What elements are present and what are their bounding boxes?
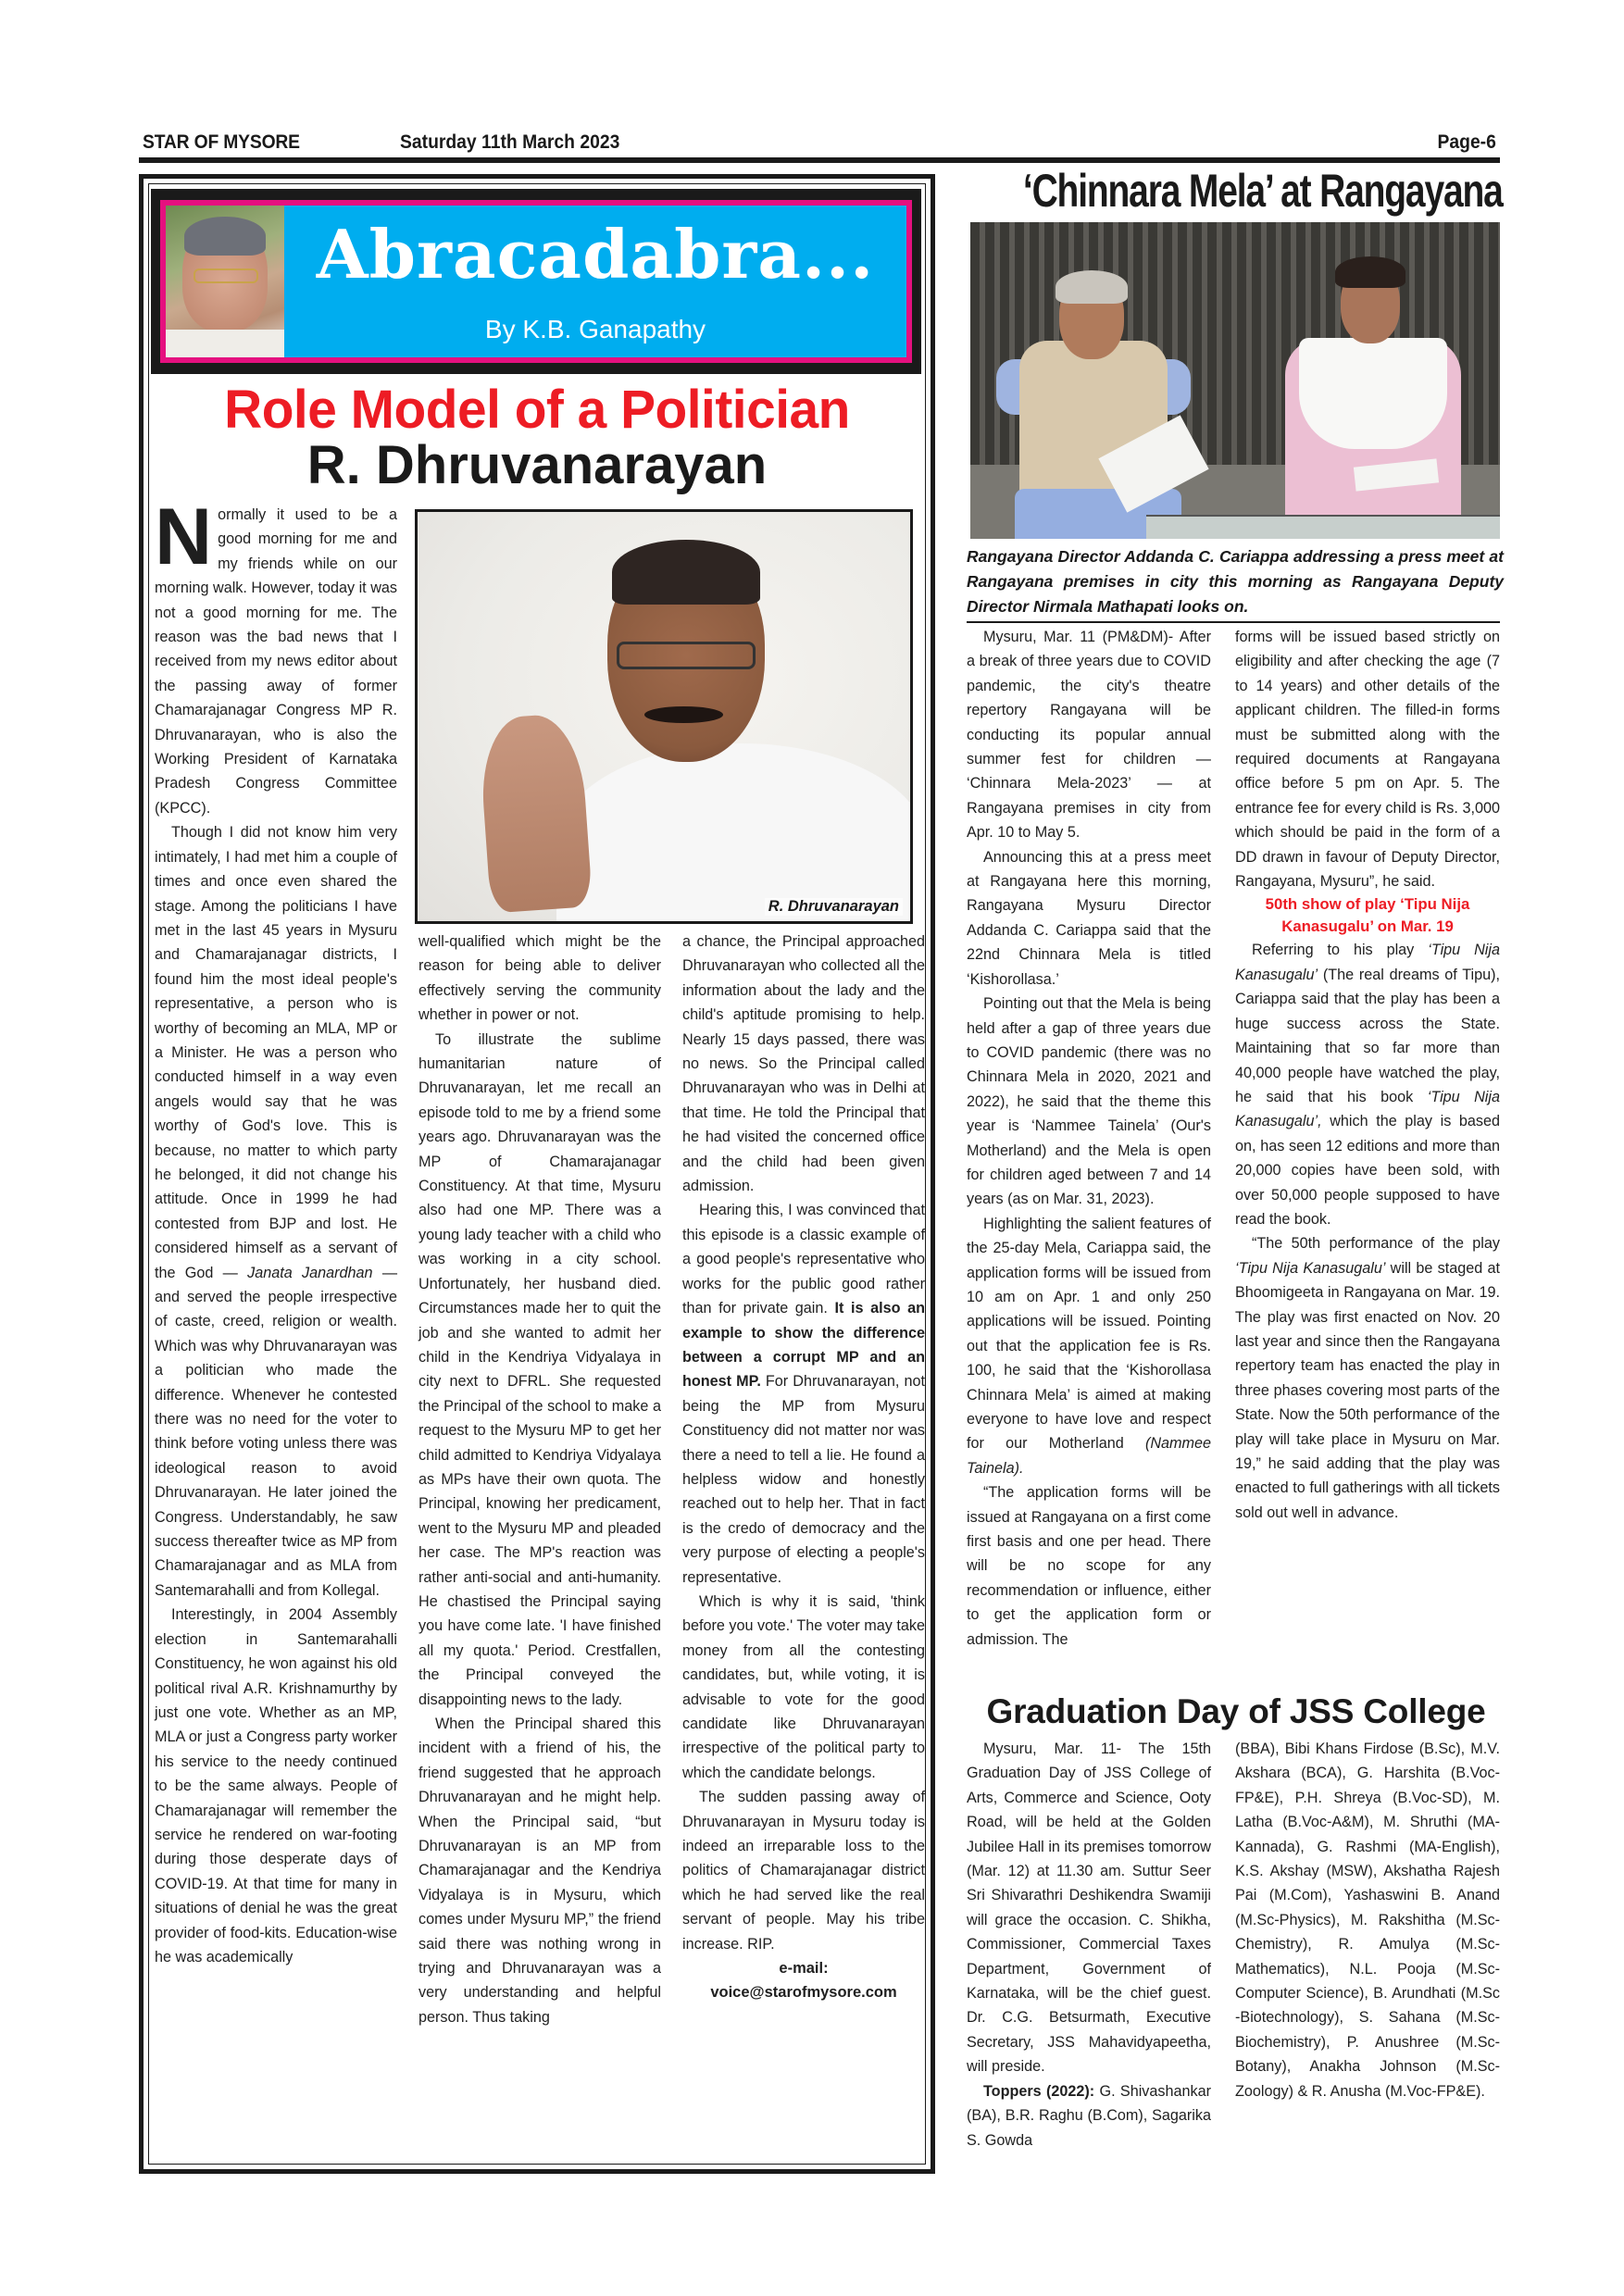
paragraph: When the Principal shared this incident with a friend of his, the friend suggested that he approach Dhruvanarayan and he might help. When the Principal said, “but Dhruvanarayan is an MP from Chamarajanagar and the Kendriya Vidyalaya is in Mysuru, which comes under Mysuru MP,” the friend said there was nothing wrong in trying and Dhruvanarayan was a very understanding and helpful person. Thus taking [418,1716,661,2026]
press-photo-caption: Rangayana Director Addanda C. Cariappa addressing a press meet at Rangayana premises in city this morning as Rangayana Deputy Director Nirmala Mathapati looks on. [967,547,1504,616]
paragraph: The sudden passing away of Dhruvanarayan in Mysuru today is indeed an irreparable loss to the politics of Chamarajanagar district which he had served like the real servant of people. May his tribe increase. RIP. [682,1789,925,1953]
page-header [139,130,1500,157]
article-headline: Role Model of a Politician [224,380,850,440]
chinnara-column-1 [967,625,1211,1652]
header-rule [139,157,1500,163]
article-subheadline: R. Dhruvanarayan [306,435,768,495]
paragraph: (BBA), Bibi Khans Firdose (B.Sc), M.V. Akshara (BCA), G. Harshita (B.Voc-FP&E), P.H. Shreya (B.Voc-SD), M. Latha (B.Voc-A&M), M. Shruthi (MA-Kannada), G. Rashmi (MA-English), K.S. Akshay (MSW), Akshatha Rajesh Pai (M.Com), Yashaswini B. Anand (M.Sc-Physics), M. Rakshitha (M.Sc-Chemistry), R. Amulya (M.Sc-Mathematics), N.L. Pooja (M.Sc-Computer Science), B. Arundhati (M.Sc -Biotechnology), S. Sahana (M.Sc-Biochemistry), P. Anushree (M.Sc-Botany), Anakha Johnson (M.Sc-Zoology) & R. Anusha (M.Voc-FP&E). [1235,1741,1500,2100]
press-meet-photo [970,222,1500,539]
masthead-pink-border [160,200,912,363]
page-number: Page-6 [1437,131,1496,153]
paragraph: “The application forms will be issued at Rangayana on a first come first basis and one per head. There will be no scope for any recommendation or influence, either to get the application form or admission. The [967,1484,1211,1648]
masthead-banner [284,206,906,357]
article-column-3 [682,930,925,2004]
publication-name: STAR OF MYSORE [143,131,300,153]
paragraph: Mysuru, Mar. 11 (PM&DM)- After a break of three years due to COVID pandemic, the city's theatre repertory Rangayana will be conducting its popular annual summer fest for children — ‘Chinnara Mela-2023’ — at Rangayana premises in city from Apr. 10 to May 5. [967,629,1211,842]
paragraph: To illustrate the sublime humanitarian nature of Dhruvanarayan, let me recall an episode told to me by a friend some years ago. Dhruvanarayan was the MP of Chamarajanagar Constituency. At that time, Mysuru also had one MP. There was a young lady teacher with a child who was working in a city school. Unfortunately, her husband died. Circumstances made her to quit the job and she wanted to admit her child in the Kendriya Vidyalaya in city next to DFRL. She requested the Principal of the school to make a request to the Mysuru MP to get her child admitted to Kendriya Vidyalaya as MPs have their own quota. The Principal, knowing her predicament, went to the Mysuru MP and pleaded her case. The MP's reaction was rather anti-social and anti-humanity. He chastised the Principal saying you have come late. 'I have finished all my quota.' Period. Crestfallen, the Principal conveyed the disappointing news to the lady. [418,1030,661,1708]
graduation-column-2 [1235,1737,1500,2103]
paragraph: Toppers (2022): G. Shivashankar (BA), B.R. Raghu (B.Com), Sagarika S. Gowda [967,2082,1211,2149]
chinnara-column-2 [1235,625,1500,1525]
dhruvanarayan-photo [415,509,913,924]
paragraph: forms will be issued based strictly on eligibility and after checking the age (7 to 14 years) and other details of the applicant children. The filled-in forms must be submitted along with the required documents at Rangayana office before 5 pm on Apr. 5. The entrance fee for every child is Rs. 3,000 which should be paid in the form of a DD drawn in favour of Deputy Director, Rangayana, Mysuru”, he said. [1235,629,1500,891]
article-column-2 [418,930,661,2029]
paragraph: Though I did not know him very intimately, I had met him a couple of times and once even shared the stage. Among the politicians I have met in the last 45 years in Mysuru and Chamarajanagar districts, I found him the most ideal people's representative, a person who is worthy of becoming an MLA, MP or a Minister. He was a person who conducted himself in a way even angels would say that he was worthy of God's love. This is because, no matter to which party he belonged, it did not change his attitude. Once in 1999 he had contested from BJP and lost. He considered himself as a servant of the God — Janata Janardhan — and served the people irrespective of caste, creed, religion or wealth. Which was why Dhruvanarayan was a politician who made the difference. Whenever he contested there was no need for the voter to think before voting unless there was ideological reason to avoid Dhruvanarayan. He later joined the Congress. Understandably, he saw success thereafter twice as MP from Chamarajanagar and as MLA from Santemarahalli and from Kollegal. [155,824,397,1599]
drop-cap: N [155,493,213,581]
column-byline: By K.B. Ganapathy [484,315,706,343]
paragraph: well-qualified which might be the reason for being able to deliver effectively serving the community whether in power or not. [418,933,661,1024]
chinnara-headline: ‘Chinnara Mela’ at Rangayana [1022,165,1503,217]
paragraph: a chance, the Principal approached Dhruvanarayan who collected all the information about the lady and the child's aptitude promising to help. Nearly 15 days passed, there was no news. So the Principal called Dhruvanarayan who was in Delhi at that time. He told the Principal that he had visited the concerned office and the child had been given admission. [682,933,925,1195]
paragraph: Highlighting the salient features of the 25-day Mela, Cariappa said, the application forms will be issued from 10 am on Apr. 1 and only 250 applications will be issued. Pointing out that the application fee is Rs. 100, he said that the ‘Kishorollasa Chinnara Mela’ is aimed at making everyone to have love and respect for our Motherland (Nammee Tainela). [967,1215,1211,1477]
column-name: Abracadabra... [316,215,875,293]
photo-caption: R. Dhruvanarayan [765,898,903,916]
article-column-1 [155,493,397,1969]
toppers-label: Toppers (2022): [983,2082,1095,2100]
paragraph: Mysuru, Mar. 11- The 15th Graduation Day of JSS College of Arts, Commerce and Science, Ooty Road, will be held at the Golden Jubilee Hall in its premises tomorrow (Mar. 12) at 11.30 am. Suttur Seer Sri Shivarathri Deshikendra Swamiji will grace the occasion. C. Shikha, Commissioner, Commercial Taxes Department, Government of Karnataka, will be the chief guest. Dr. C.G. Betsurmath, Executive Secretary, JSS Mahavidyapeetha, will preside. [967,1741,1211,2076]
caption-rule [967,621,1500,623]
paragraph: Which is why it is said, 'think before you vote.' The voter may take money from all the contesting candidates, but, while voting, it is advisable to vote for the good candidate like Dhruvanarayan irrespective of the political party to which the candidate belongs. [682,1592,925,1781]
paragraph: Announcing this at a press meet at Rangayana here this morning, Rangayana Mysuru Director Addanda C. Cariappa said that the 22nd Chinnara Mela is titled ‘Kishorollasa.’ [967,848,1211,988]
chinnara-subhead: 50th show of play ‘Tipu Nija Kanasugalu’ on Mar. 19 [1265,895,1470,936]
paragraph: Hearing this, I was convinced that this episode is a classic example of a good people's representative who works for the public good rather than for private gain. It is also an example to show the difference between a corrupt MP and an honest MP. For Dhruvanarayan, not being the MP from Mysuru Constituency did not matter nor was there a need to tell a lie. He found a helpless widow and honestly reached out to help her. That in fact is the credo of democracy and the very purpose of electing a people's representative. [682,1202,926,1586]
issue-date: Saturday 11th March 2023 [400,131,620,153]
graduation-headline: Graduation Day of JSS College [986,1692,1486,1730]
email-label: e-mail: [779,1960,829,1978]
column-masthead [151,189,921,374]
paragraph: Pointing out that the Mela is being held after a gap of three years due to COVID pandemic (there was no Chinnara Mela in 2020, 2021 and 2022), he said that the theme this year is ‘Nammee Tainela’ (Our's Motherland) and the Mela is open for children aged between 7 and 14 years (as on Mar. 31, 2023). [967,995,1211,1208]
paragraph: Interestingly, in 2004 Assembly election in Santemarahalli Constituency, he won against his old political rival A.R. Krishnamurthy by just one vote. Whether as an MP, MLA or just a Congress party worker his service to the needy continued to be the same always. People of Chamarajanagar will remember the service he rendered on war-footing during those desperate days of COVID-19. At that time for many in situations of denial he was the great provider of food-kits. Education-wise he was academically [155,1606,397,1965]
author-portrait [166,206,284,357]
email-link[interactable]: voice@starofmysore.com [710,1984,897,2002]
graduation-column-1 [967,1737,1211,2152]
paragraph: Normally it used to be a good morning for me and my friends while on our morning walk. However, today it was not a good morning for me. The reason was the bad news that I received from my news editor about the passing away of former Chamarajanagar Congress MP R. Dhruvanarayan, who is also the Working President of Karnataka Pradesh Congress Committee (KPCC). [155,493,397,817]
paragraph: Referring to his play ‘Tipu Nija Kanasugalu’ (The real dreams of Tipu), Cariappa said that the play has been a huge success across the State. Maintaining that so far more than 40,000 people have watched the play, he said that his book ‘Tipu Nija Kanasugalu’, which the play is based on, has seen 12 editions and more than 20,000 copies have been sold, with over 50,000 people supposed to have read the book. [1235,942,1501,1228]
paragraph: “The 50th performance of the play ‘Tipu Nija Kanasugalu’ will be staged at Bhoomigeeta in Rangayana on Mar. 19. The play was first enacted on Nov. 20 last year and since then the Rangayana repertory team has enacted the play in three phases covering most parts of the State. Now the 50th performance of the play will take place in Mysuru on Mar. 19,” he said adding that the play was enacted to full gatherings with all tickets sold out well in advance. [1235,1235,1500,1521]
